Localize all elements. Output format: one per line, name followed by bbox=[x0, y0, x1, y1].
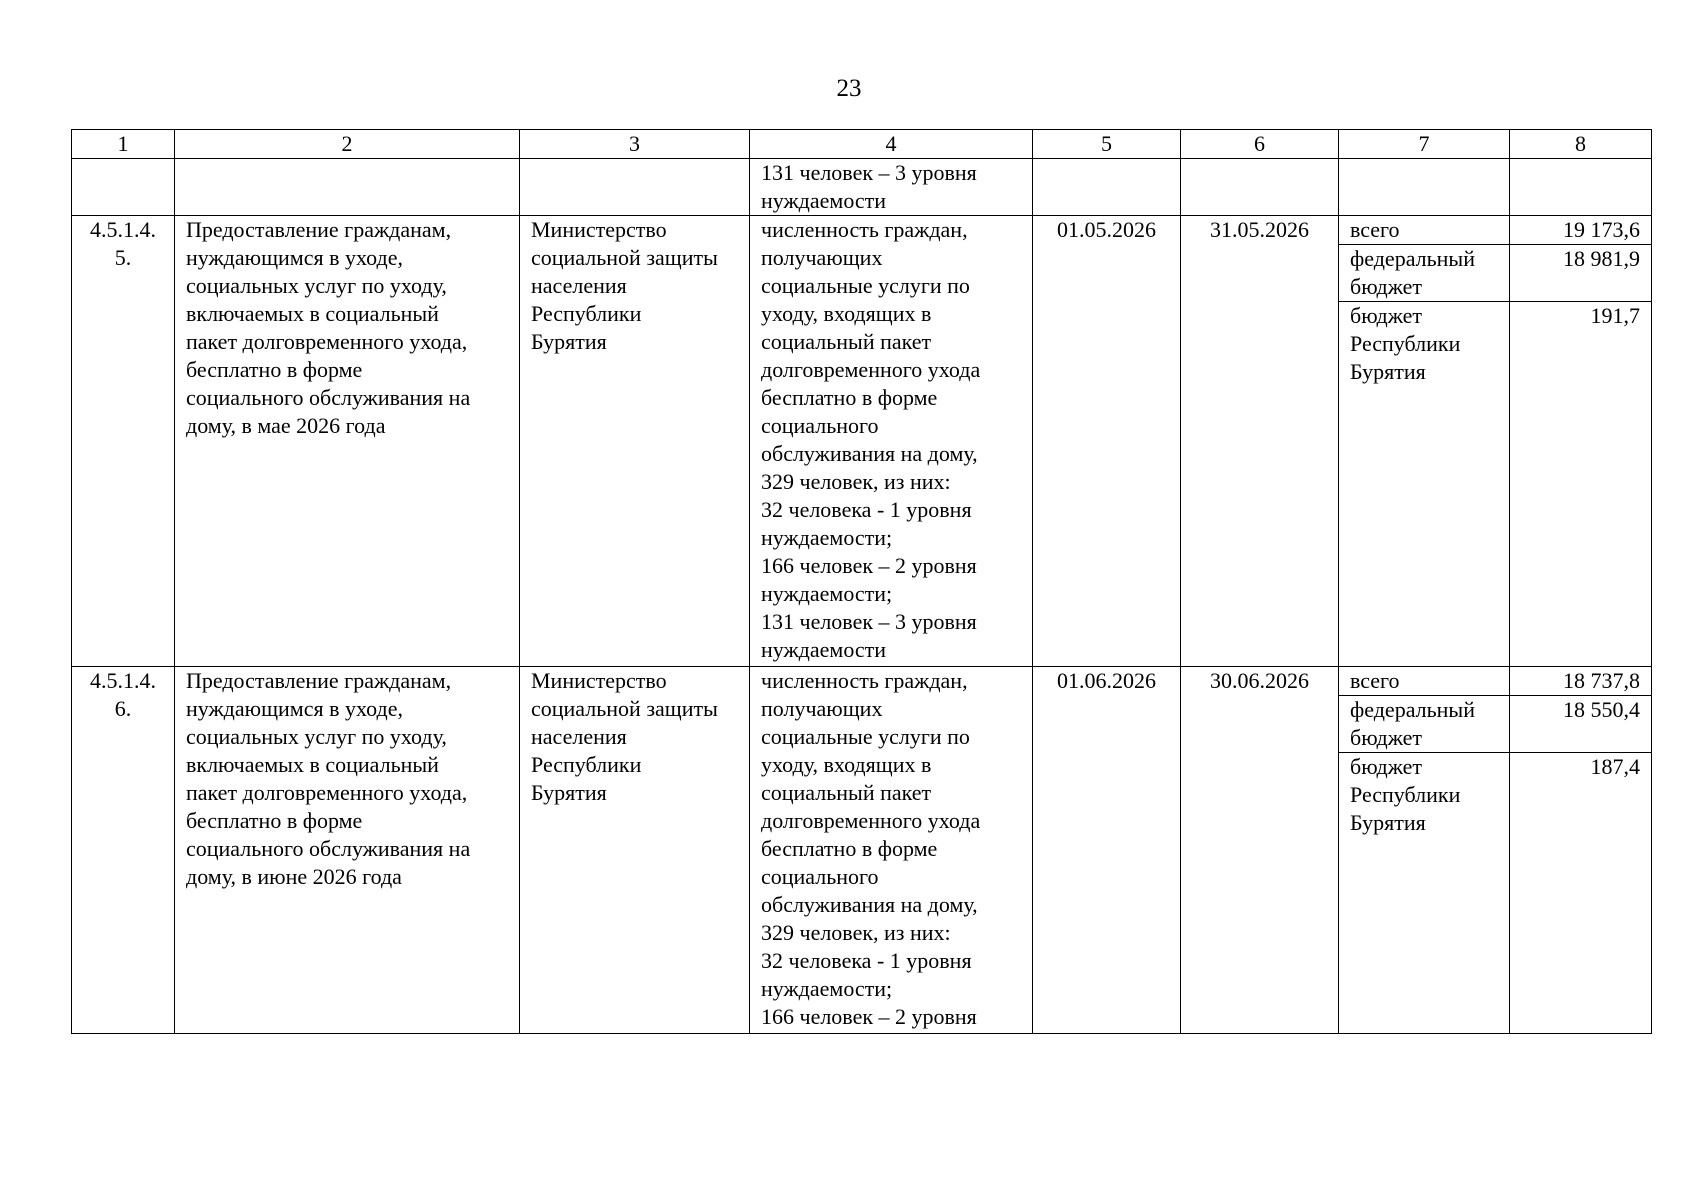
text-line: нуждаемости; bbox=[761, 976, 893, 1001]
text-line: социальной защиты bbox=[531, 696, 718, 721]
text-line: социальные услуги по bbox=[761, 273, 970, 298]
text-line: 32 человека - 1 уровня bbox=[761, 948, 972, 973]
text-line: Предоставление гражданам, bbox=[186, 668, 452, 693]
text-line: включаемых в социальный bbox=[186, 752, 439, 777]
text-line: всего bbox=[1350, 217, 1400, 242]
text-line: 166 человек – 2 уровня bbox=[761, 553, 977, 578]
page-number: 23 bbox=[836, 75, 862, 102]
funding-amount-cell: 187,4 bbox=[1510, 753, 1652, 1034]
text-line: 5. bbox=[114, 245, 132, 270]
funding-source-cell bbox=[1339, 667, 1510, 696]
text-line: Министерство bbox=[531, 217, 667, 242]
cell-empty bbox=[1033, 159, 1181, 216]
funding-amount-cell: 191,7 bbox=[1510, 302, 1652, 667]
text-line: бюджет bbox=[1350, 754, 1422, 779]
text-line: Министерство bbox=[531, 668, 667, 693]
text-line: обслуживания на дому, bbox=[761, 441, 978, 466]
text-line: социального bbox=[761, 864, 879, 889]
text-line: уходу, входящих в bbox=[761, 752, 932, 777]
indicator-cell bbox=[750, 667, 1033, 1034]
funding-source-cell bbox=[1339, 216, 1510, 245]
text-line: получающих bbox=[761, 245, 883, 270]
text-line: бюджет bbox=[1350, 725, 1422, 750]
text-line: обслуживания на дому, bbox=[761, 892, 978, 917]
table-row bbox=[72, 216, 1652, 245]
start-date-cell: 01.05.2026 bbox=[1033, 216, 1181, 667]
text-line: бюджет bbox=[1350, 303, 1422, 328]
start-date-cell: 01.06.2026 bbox=[1033, 667, 1181, 1034]
column-header: 4 bbox=[750, 130, 1033, 159]
text-line: 32 человека - 1 уровня bbox=[761, 497, 972, 522]
continuation-row bbox=[72, 159, 1652, 216]
cell-empty bbox=[1339, 159, 1510, 216]
text-line: бесплатно в форме bbox=[761, 836, 938, 861]
table-row bbox=[72, 667, 1652, 696]
column-header: 2 bbox=[175, 130, 520, 159]
text-line: Республики bbox=[1350, 782, 1461, 807]
cell-empty bbox=[72, 159, 175, 216]
text-line: Предоставление гражданам, bbox=[186, 217, 452, 242]
end-date-cell: 31.05.2026 bbox=[1181, 216, 1339, 667]
text-line: Бурятия bbox=[1350, 810, 1426, 835]
text-line: численность граждан, bbox=[761, 668, 968, 693]
cell-empty bbox=[1510, 159, 1652, 216]
cell-empty bbox=[520, 159, 750, 216]
text-line: пакет долговременного ухода, bbox=[186, 780, 468, 805]
text-line: бесплатно в форме bbox=[186, 808, 363, 833]
column-number-row bbox=[72, 130, 1652, 159]
measure-name-cell bbox=[175, 667, 520, 1034]
text-line: 4.5.1.4. bbox=[90, 217, 156, 242]
column-header: 1 bbox=[72, 130, 175, 159]
column-header: 3 bbox=[520, 130, 750, 159]
text-line: федеральный bbox=[1350, 246, 1475, 271]
text-line: социальные услуги по bbox=[761, 724, 970, 749]
text-line: социального bbox=[761, 413, 879, 438]
funding-amount-cell: 19 173,6 bbox=[1510, 216, 1652, 245]
text-line: Республики bbox=[531, 752, 642, 777]
text-line: всего bbox=[1350, 668, 1400, 693]
column-header: 8 bbox=[1510, 130, 1652, 159]
text-line: дому, в июне 2026 года bbox=[186, 864, 402, 889]
indicator-cell bbox=[750, 159, 1033, 216]
text-line: социального обслуживания на bbox=[186, 385, 471, 410]
text-line: населения bbox=[531, 724, 627, 749]
text-line: Бурятия bbox=[1350, 359, 1426, 384]
text-line: долговременного ухода bbox=[761, 808, 981, 833]
item-number-cell bbox=[72, 216, 175, 667]
measure-name-cell bbox=[175, 216, 520, 667]
funding-amount-cell: 18 550,4 bbox=[1510, 696, 1652, 753]
text-line: социальных услуг по уходу, bbox=[186, 724, 447, 749]
text-line: нуждаемости; bbox=[761, 581, 893, 606]
text-line: 6. bbox=[114, 696, 132, 721]
funding-amount-cell: 18 981,9 bbox=[1510, 245, 1652, 302]
text-line: долговременного ухода bbox=[761, 357, 981, 382]
text-line: социальных услуг по уходу, bbox=[186, 273, 447, 298]
measures-table bbox=[71, 129, 1652, 1034]
column-header: 6 bbox=[1181, 130, 1339, 159]
text-line: бесплатно в форме bbox=[761, 385, 938, 410]
text-line: бюджет bbox=[1350, 274, 1422, 299]
text-line: Бурятия bbox=[531, 780, 607, 805]
funding-source-cell bbox=[1339, 696, 1510, 753]
text-line: дому, в мае 2026 года bbox=[186, 413, 386, 438]
funding-source-cell bbox=[1339, 302, 1510, 667]
text-line: населения bbox=[531, 273, 627, 298]
text-line: нуждаемости; bbox=[761, 525, 893, 550]
text-line: 329 человек, из них: bbox=[761, 469, 951, 494]
text-line: социальной защиты bbox=[531, 245, 718, 270]
funding-amount-cell: 18 737,8 bbox=[1510, 667, 1652, 696]
funding-source-cell bbox=[1339, 245, 1510, 302]
text-line: социальный пакет bbox=[761, 780, 932, 805]
column-header: 7 bbox=[1339, 130, 1510, 159]
text-line: нуждаемости bbox=[761, 637, 887, 662]
text-line: федеральный bbox=[1350, 697, 1475, 722]
text-line: включаемых в социальный bbox=[186, 301, 439, 326]
executor-cell bbox=[520, 216, 750, 667]
text-line: Бурятия bbox=[531, 329, 607, 354]
text-line: социальный пакет bbox=[761, 329, 932, 354]
text-line: социального обслуживания на bbox=[186, 836, 471, 861]
funding-source-cell bbox=[1339, 753, 1510, 1034]
end-date-cell: 30.06.2026 bbox=[1181, 667, 1339, 1034]
text-line: уходу, входящих в bbox=[761, 301, 932, 326]
text-line: Республики bbox=[531, 301, 642, 326]
text-line: бесплатно в форме bbox=[186, 357, 363, 382]
text-line: численность граждан, bbox=[761, 217, 968, 242]
text-line: нуждающимся в уходе, bbox=[186, 696, 403, 721]
text-line: 4.5.1.4. bbox=[90, 668, 156, 693]
text-line: нуждающимся в уходе, bbox=[186, 245, 403, 270]
cell-empty bbox=[1181, 159, 1339, 216]
column-header: 5 bbox=[1033, 130, 1181, 159]
text-line: 166 человек – 2 уровня bbox=[761, 1004, 977, 1029]
text-line: пакет долговременного ухода, bbox=[186, 329, 468, 354]
cell-empty bbox=[175, 159, 520, 216]
item-number-cell bbox=[72, 667, 175, 1034]
text-line: 131 человек – 3 уровня bbox=[761, 609, 977, 634]
executor-cell bbox=[520, 667, 750, 1034]
text-line: 131 человек – 3 уровня bbox=[761, 160, 977, 185]
text-line: 329 человек, из них: bbox=[761, 920, 951, 945]
text-line: получающих bbox=[761, 696, 883, 721]
indicator-cell bbox=[750, 216, 1033, 667]
text-line: Республики bbox=[1350, 331, 1461, 356]
text-line: нуждаемости bbox=[761, 188, 887, 213]
